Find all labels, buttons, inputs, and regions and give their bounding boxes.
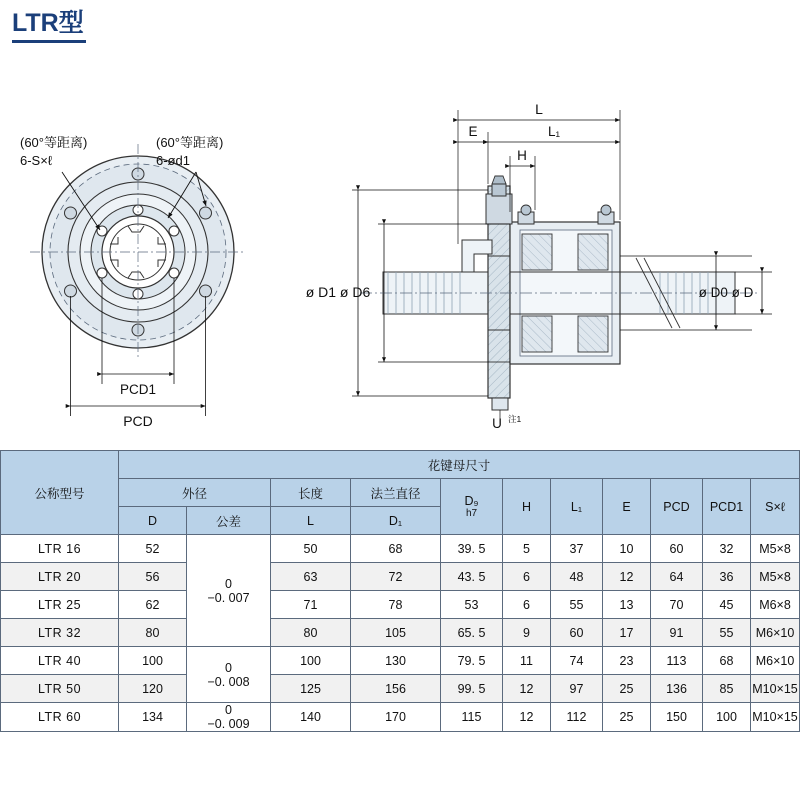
cell-L1: 112 xyxy=(551,703,603,732)
left-view-group xyxy=(20,135,246,429)
cell-D: 52 xyxy=(119,535,187,563)
group-header-flange-diameter: 法兰直径 xyxy=(351,479,441,507)
cell-L: 50 xyxy=(271,535,351,563)
cell-E: 25 xyxy=(603,675,651,703)
cell-tolerance-group-1 xyxy=(187,535,271,647)
col-E-header: E xyxy=(603,479,651,535)
drawing-svg xyxy=(0,44,800,446)
title-underline xyxy=(12,40,86,43)
table-row xyxy=(1,675,800,703)
cell-D9: 79. 5 xyxy=(441,647,503,675)
spec-table-wrapper xyxy=(0,450,800,732)
cell-PCD: 64 xyxy=(651,563,703,591)
tolerance-lower: −0. 007 xyxy=(207,590,250,605)
cell-L1: 74 xyxy=(551,647,603,675)
cell-L: 140 xyxy=(271,703,351,732)
dim-D1-D6-label: ø D1 ø D6 xyxy=(305,284,371,300)
cell-model: LTR 32 xyxy=(1,619,119,647)
cell-L: 125 xyxy=(271,675,351,703)
cell-H: 11 xyxy=(503,647,551,675)
tolerance-upper: 0 xyxy=(225,576,232,591)
group-header-spline-nut: 花键母尺寸 xyxy=(119,451,800,479)
cell-E: 13 xyxy=(603,591,651,619)
cell-L: 63 xyxy=(271,563,351,591)
cell-model: LTR 40 xyxy=(1,647,119,675)
cell-D: 56 xyxy=(119,563,187,591)
dim-D0-D-label: ø D0 ø D xyxy=(698,285,754,300)
cell-SxL: M6×10 xyxy=(751,647,800,675)
cell-PCD1: 45 xyxy=(703,591,751,619)
cell-E: 10 xyxy=(603,535,651,563)
cell-SxL: M10×15 xyxy=(751,675,800,703)
col-D1-header: D₁ xyxy=(351,507,441,535)
cell-PCD: 60 xyxy=(651,535,703,563)
cell-SxL: M6×10 xyxy=(751,619,800,647)
cell-D9: 65. 5 xyxy=(441,619,503,647)
cell-PCD1: 55 xyxy=(703,619,751,647)
cell-model: LTR 60 xyxy=(1,703,119,732)
table-row xyxy=(1,647,800,675)
cell-H: 5 xyxy=(503,535,551,563)
cell-L: 100 xyxy=(271,647,351,675)
note-left-line1: (60°等距离) xyxy=(20,135,88,150)
col-H-header: H xyxy=(503,479,551,535)
cell-PCD: 70 xyxy=(651,591,703,619)
cell-L1: 48 xyxy=(551,563,603,591)
cell-H: 12 xyxy=(503,703,551,732)
table-row xyxy=(1,563,800,591)
cell-H: 6 xyxy=(503,563,551,591)
cell-SxL: M5×8 xyxy=(751,535,800,563)
cell-model: LTR 25 xyxy=(1,591,119,619)
cell-D: 80 xyxy=(119,619,187,647)
dim-L1-label: L₁ xyxy=(547,124,561,139)
cell-SxL: M5×8 xyxy=(751,563,800,591)
col-L-header: L xyxy=(271,507,351,535)
col-PCD-header: PCD xyxy=(651,479,703,535)
cell-model: LTR 20 xyxy=(1,563,119,591)
cell-PCD1: 36 xyxy=(703,563,751,591)
cell-D: 134 xyxy=(119,703,187,732)
cell-H: 12 xyxy=(503,675,551,703)
note-right-line1: (60°等距离) xyxy=(156,135,224,150)
group-header-length: 长度 xyxy=(271,479,351,507)
dim-pcd1-label: PCD1 xyxy=(119,382,157,397)
cell-SxL: M6×8 xyxy=(751,591,800,619)
cell-model: LTR 16 xyxy=(1,535,119,563)
cell-PCD1: 85 xyxy=(703,675,751,703)
dim-pcd-label: PCD xyxy=(123,413,153,429)
cell-D1: 68 xyxy=(351,535,441,563)
cell-D1: 130 xyxy=(351,647,441,675)
col-model-header: 公称型号 xyxy=(1,451,119,535)
cell-model: LTR 50 xyxy=(1,675,119,703)
col-D9-line2: h7 xyxy=(465,508,478,519)
cell-E: 17 xyxy=(603,619,651,647)
dim-L-label: L xyxy=(535,101,543,117)
col-PCD1-header: PCD1 xyxy=(703,479,751,535)
cell-L: 80 xyxy=(271,619,351,647)
cell-L1: 60 xyxy=(551,619,603,647)
cell-tolerance-group-2 xyxy=(187,647,271,703)
spec-table xyxy=(0,450,800,732)
table-header-row-2 xyxy=(1,479,800,507)
col-tolerance-header: 公差 xyxy=(187,507,271,535)
col-D-header: D xyxy=(119,507,187,535)
col-D9-header xyxy=(441,479,503,535)
cell-PCD: 136 xyxy=(651,675,703,703)
cell-D: 100 xyxy=(119,647,187,675)
page-header xyxy=(12,8,788,43)
technical-drawing xyxy=(0,44,800,446)
note-right-line2: 6-ød1 xyxy=(156,153,190,168)
cell-D1: 105 xyxy=(351,619,441,647)
cell-D9: 39. 5 xyxy=(441,535,503,563)
cell-D9: 99. 5 xyxy=(441,675,503,703)
cell-PCD1: 32 xyxy=(703,535,751,563)
cell-D: 62 xyxy=(119,591,187,619)
cell-L1: 55 xyxy=(551,591,603,619)
cell-PCD1: 100 xyxy=(703,703,751,732)
tolerance-upper: 0 xyxy=(225,703,232,717)
tolerance-lower: −0. 008 xyxy=(207,674,250,689)
cell-E: 23 xyxy=(603,647,651,675)
dim-H-label: H xyxy=(517,148,527,163)
cell-L1: 97 xyxy=(551,675,603,703)
dim-E-label: E xyxy=(468,124,478,139)
cell-SxL: M10×15 xyxy=(751,703,800,732)
cell-D9: 43. 5 xyxy=(441,563,503,591)
cell-PCD: 113 xyxy=(651,647,703,675)
tolerance-lower: −0. 009 xyxy=(207,717,250,731)
cell-D1: 156 xyxy=(351,675,441,703)
dim-U-label: U xyxy=(492,416,502,431)
table-row xyxy=(1,591,800,619)
cell-PCD: 91 xyxy=(651,619,703,647)
col-L1-header: L₁ xyxy=(551,479,603,535)
cell-tolerance-group-3 xyxy=(187,703,271,732)
right-view-group xyxy=(306,101,772,431)
cell-D1: 170 xyxy=(351,703,441,732)
tolerance-upper: 0 xyxy=(225,660,232,675)
table-row xyxy=(1,535,800,563)
note-left-line2: 6-S×ℓ xyxy=(20,153,53,168)
dim-U-note: 注1 xyxy=(508,414,522,424)
cell-PCD1: 68 xyxy=(703,647,751,675)
cell-L1: 37 xyxy=(551,535,603,563)
cell-H: 9 xyxy=(503,619,551,647)
cell-E: 25 xyxy=(603,703,651,732)
table-row xyxy=(1,619,800,647)
cell-PCD: 150 xyxy=(651,703,703,732)
cell-H: 6 xyxy=(503,591,551,619)
cell-E: 12 xyxy=(603,563,651,591)
cell-D9: 115 xyxy=(441,703,503,732)
group-header-outer-diameter: 外径 xyxy=(119,479,271,507)
cell-D1: 72 xyxy=(351,563,441,591)
table-header-row-1 xyxy=(1,451,800,479)
col-SxL-header: S×ℓ xyxy=(751,479,800,535)
page-title: LTR型 xyxy=(12,9,84,37)
col-D9-line1: D₉ xyxy=(464,494,479,508)
cell-L: 71 xyxy=(271,591,351,619)
cell-D1: 78 xyxy=(351,591,441,619)
table-row xyxy=(1,703,800,732)
cell-D9: 53 xyxy=(441,591,503,619)
cell-D: 120 xyxy=(119,675,187,703)
